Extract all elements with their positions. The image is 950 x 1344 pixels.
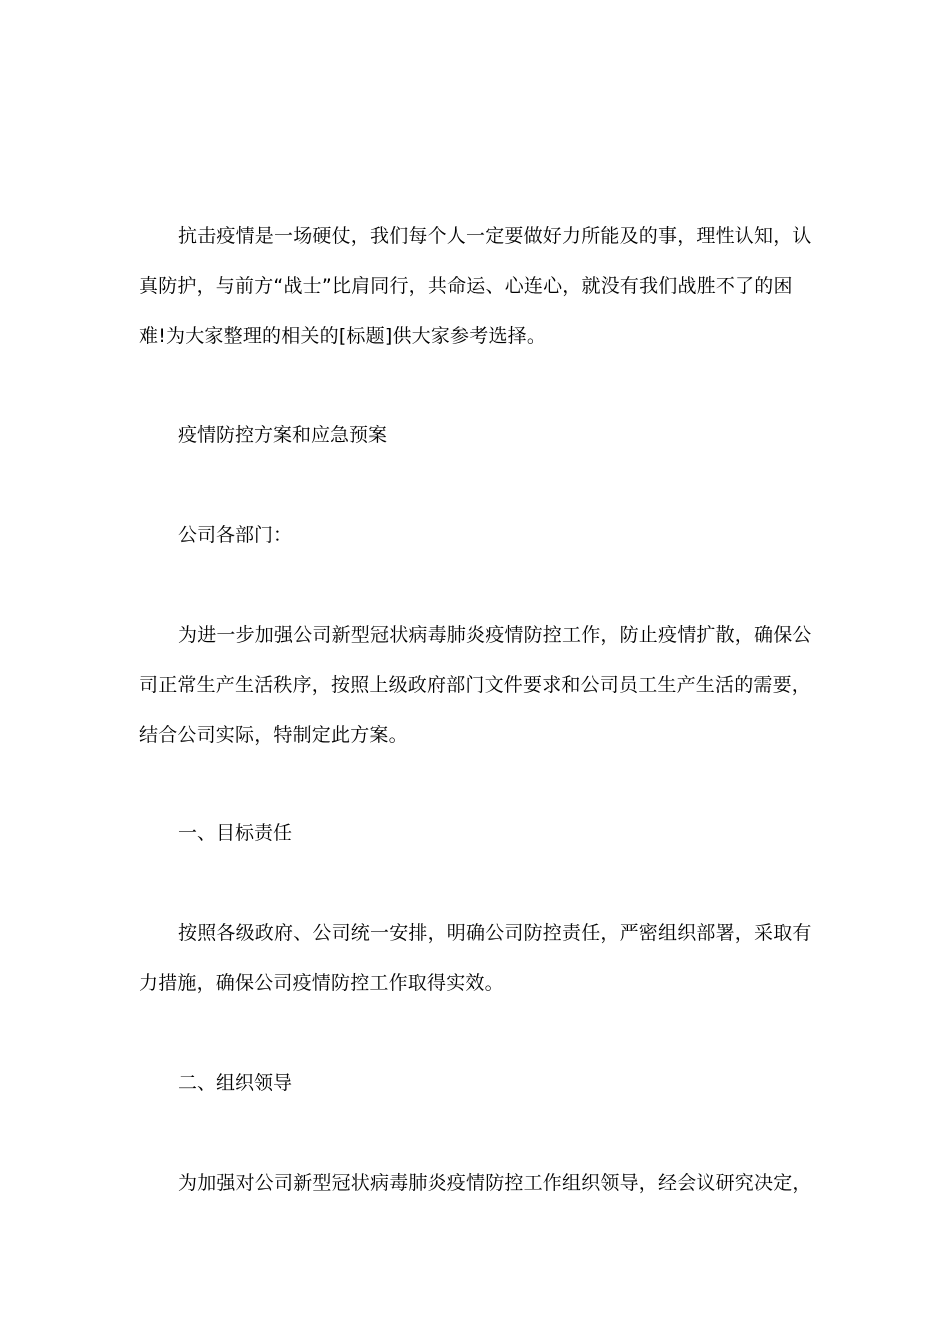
section-1-paragraph [139, 908, 811, 1008]
text-line: 为进一步加强公司新型冠状病毒肺炎疫情防控工作，防止疫情扩散，确保公 [178, 624, 812, 646]
section-heading-2: 二、组织领导 [178, 1072, 293, 1094]
document-title: 疫情防控方案和应急预案 [178, 424, 388, 446]
section-heading-1: 一、目标责任 [178, 822, 293, 844]
section-2-paragraph [139, 1158, 811, 1208]
text-line: 难!为大家整理的相关的[标题]供大家参考选择。 [139, 325, 547, 347]
purpose-paragraph [139, 610, 811, 760]
text-line: 真防护，与前方“战士”比肩同行，共命运、心连心，就没有我们战胜不了的困 [139, 275, 793, 297]
text-line: 按照各级政府、公司统一安排，明确公司防控责任，严密组织部署，采取有 [178, 922, 812, 944]
text-line: 司正常生产生活秩序，按照上级政府部门文件要求和公司员工生产生活的需要， [139, 674, 812, 696]
intro-paragraph [139, 211, 811, 361]
text-line: 为加强对公司新型冠状病毒肺炎疫情防控工作组织领导，经会议研究决定， [178, 1172, 812, 1194]
text-line: 抗击疫情是一场硬仗，我们每个人一定要做好力所能及的事，理性认知，认 [178, 225, 812, 247]
salutation: 公司各部门： [178, 524, 293, 546]
text-line: 力措施，确保公司疫情防控工作取得实效。 [139, 972, 504, 994]
text-line: 结合公司实际，特制定此方案。 [139, 724, 408, 746]
